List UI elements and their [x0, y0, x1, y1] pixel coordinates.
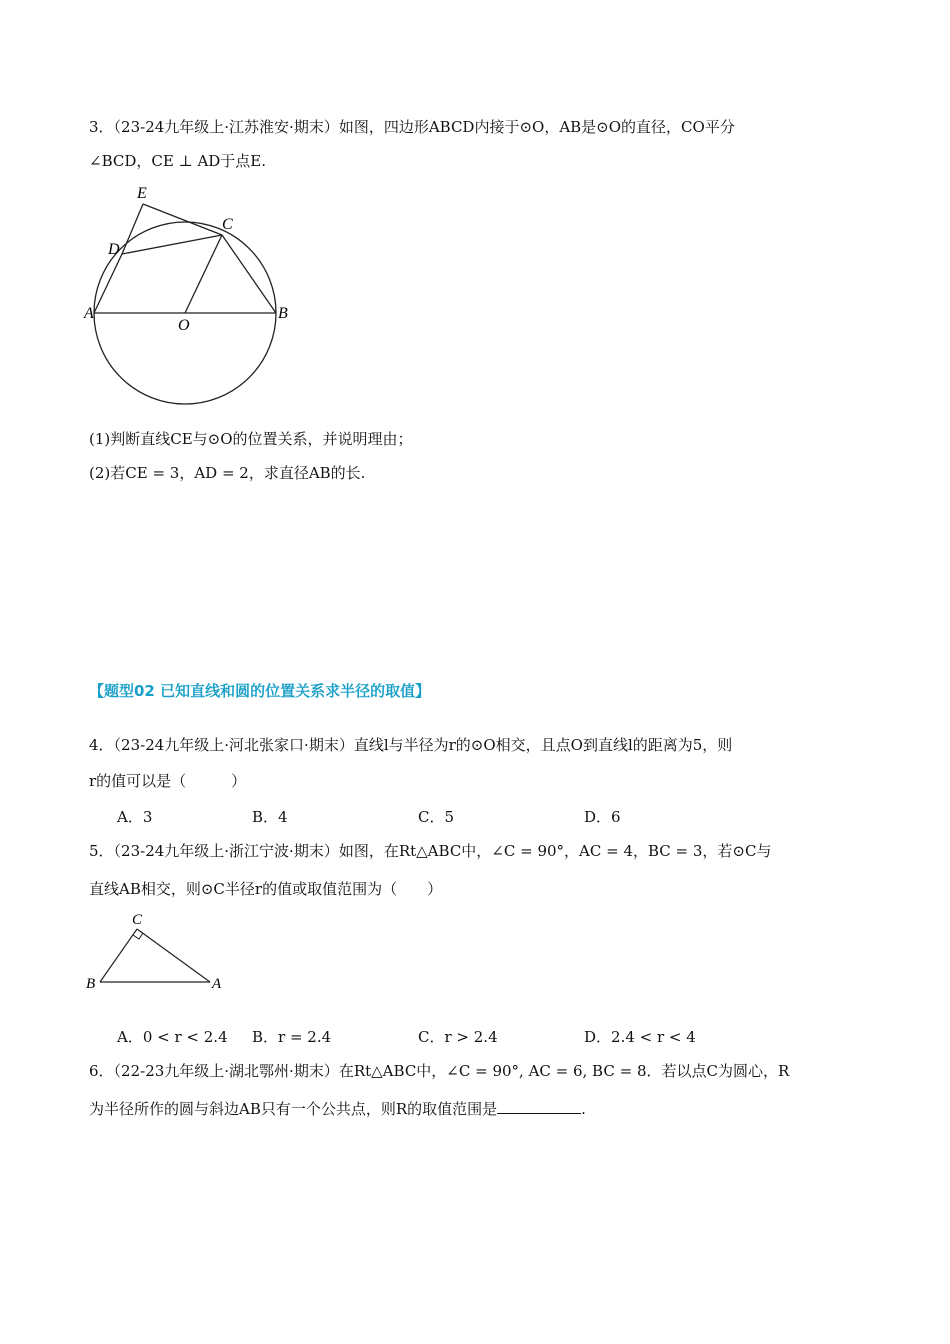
- q3-stem-line-1: 3．（23-24九年级上·江苏淮安·期末）如图，四边形ABCD内接于⊙O，AB是⊙O的直径，CO平分: [89, 118, 735, 136]
- q5-option-a: A．0 < r < 2.4: [117, 1028, 228, 1046]
- q3-stem-line-2: ∠BCD，CE ⊥ AD于点E.: [89, 152, 267, 170]
- label-e: E: [137, 185, 147, 202]
- q5-option-b: B．r = 2.4: [252, 1028, 332, 1046]
- segment-bc: [100, 929, 137, 982]
- q6-stem-text: 为半径所作的圆与斜边AB只有一个公共点，则R的取值范围是: [89, 1100, 498, 1118]
- segment-dc: [122, 235, 222, 254]
- label-a: A: [212, 976, 222, 992]
- q6-stem-line-1: 6．（22-23九年级上·湖北鄂州·期末）在Rt△ABC中，∠C = 90°, AC = 6, BC = 8．若以点C为圆心，R: [89, 1062, 790, 1080]
- segment-ca: [137, 929, 210, 982]
- right-angle-mark: [133, 933, 143, 939]
- segment-ad: [94, 254, 122, 313]
- segment-co: [185, 235, 222, 313]
- answer-blank[interactable]: [497, 1099, 581, 1114]
- q5-option-d: D．2.4 < r < 4: [584, 1028, 696, 1046]
- q3-part-2: (2)若CE = 3，AD = 2，求直径AB的长.: [89, 464, 366, 482]
- q5-triangle-figure: [80, 908, 240, 998]
- q6-stem-line-2: [89, 1098, 586, 1120]
- label-c: C: [222, 216, 233, 233]
- label-o: O: [178, 317, 190, 334]
- q4-stem-line-1: 4．（23-24九年级上·河北张家口·期末）直线l与半径为r的⊙O相交，且点O到直线l的距离为5，则: [89, 736, 733, 754]
- q5-option-c: C．r > 2.4: [418, 1028, 498, 1046]
- q4-option-c: C．5: [418, 808, 455, 826]
- section-heading: 【题型02 已知直线和圆的位置关系求半径的取值】: [89, 682, 431, 700]
- label-c: C: [132, 912, 143, 928]
- segment-de: [122, 204, 143, 254]
- q5-stem-line-2: 直线AB相交，则⊙C半径r的值或取值范围为（ ）: [89, 880, 443, 898]
- q5-stem-line-1: 5．（23-24九年级上·浙江宁波·期末）如图，在Rt△ABC中，∠C = 90°，AC = 4，BC = 3，若⊙C与: [89, 842, 772, 860]
- q3-circle-figure: [80, 180, 300, 420]
- q4-stem-line-2: r的值可以是（ ）: [89, 772, 247, 790]
- q3-part-1: (1)判断直线CE与⊙O的位置关系，并说明理由；: [89, 430, 413, 448]
- label-b: B: [86, 976, 96, 992]
- q4-option-a: A．3: [117, 808, 153, 826]
- q4-option-d: D．6: [584, 808, 621, 826]
- label-b: B: [278, 305, 288, 322]
- q4-option-b: B．4: [252, 808, 288, 826]
- segment-ec: [143, 204, 222, 235]
- label-d: D: [108, 241, 120, 258]
- label-a: A: [84, 305, 94, 322]
- q6-period: .: [581, 1100, 586, 1118]
